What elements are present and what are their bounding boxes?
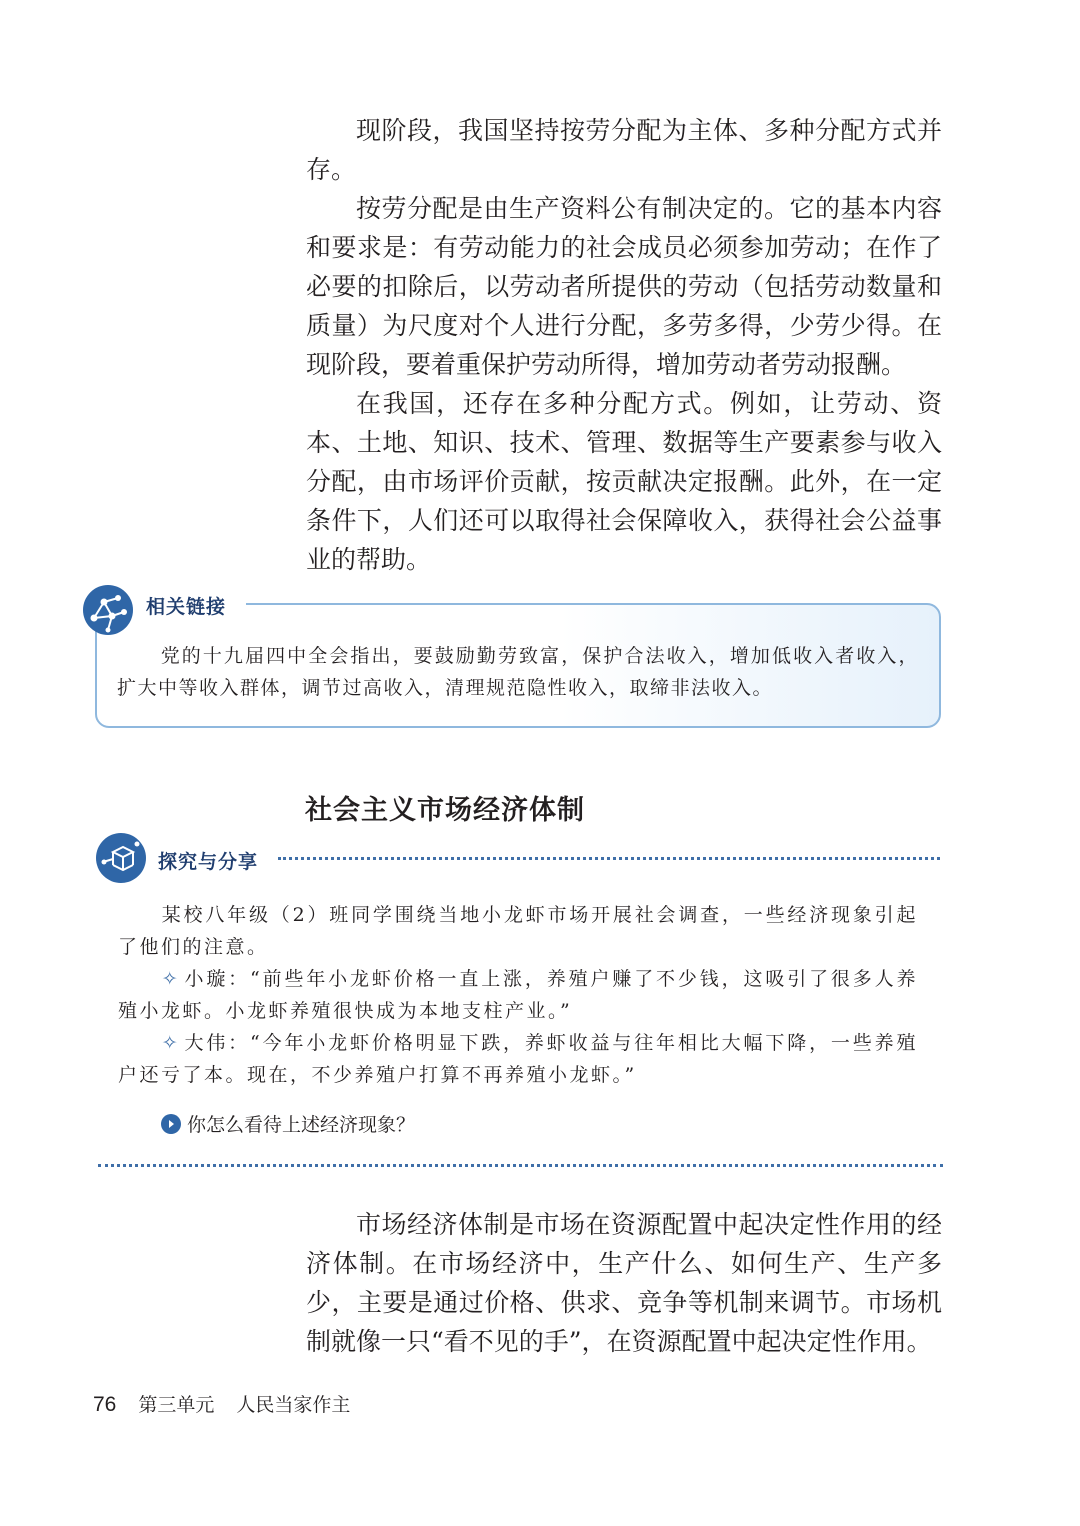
diamond-bullet-icon: ✧ [161, 1032, 181, 1054]
explore-quote-2 [118, 1027, 918, 1091]
paragraph: 现阶段，我国坚持按劳分配为主体、多种分配方式并存。 [306, 116, 942, 184]
explore-quote-1 [118, 963, 918, 1027]
section-heading: 社会主义市场经济体制 [305, 795, 585, 826]
arrow-right-circle-icon [161, 1114, 181, 1134]
paragraph: 按劳分配是由生产资料公有制决定的。它的基本内容和要求是：有劳动能力的社会成员必须参加劳动；在作了必要的扣除后，以劳动者所提供的劳动（包括劳动数量和质量）为尺度对个人进行分配，多劳多得，少劳少得。在现阶段，要着重保护劳动所得，增加劳动者劳动报酬。 [306, 194, 942, 379]
explore-question [161, 1110, 415, 1137]
unit-label: 第三单元 [138, 1394, 215, 1416]
page-footer [93, 1390, 350, 1417]
page-number: 76 [93, 1393, 117, 1416]
related-link-paragraph: 党的十九届四中全会指出，要鼓励勤劳致富，保护合法收入，增加低收入者收入，扩大中等收入群体，调节过高收入，清理规范隐性收入，取缔非法收入。 [117, 645, 919, 699]
unit-title: 人民当家作主 [236, 1394, 351, 1416]
main-text-top [306, 111, 942, 579]
network-globe-icon [82, 584, 134, 636]
related-link-header-rule [246, 603, 896, 605]
related-link-title: 相关链接 [146, 596, 227, 618]
explore-share-title: 探究与分享 [158, 851, 259, 873]
quote-text: 大伟：“今年小龙虾价格明显下跌，养虾收益与往年相比大幅下降，一些养殖户还亏了本。现在，不少养殖户打算不再养殖小龙虾。” [118, 1032, 918, 1086]
explore-share-text [118, 899, 918, 1091]
explore-intro: 某校八年级（2）班同学围绕当地小龙虾市场开展社会调查，一些经济现象引起了他们的注意。 [118, 904, 918, 958]
diamond-bullet-icon: ✧ [161, 968, 181, 990]
explore-top-divider [278, 857, 940, 860]
question-text: 你怎么看待上述经济现象？ [187, 1114, 416, 1136]
related-link-text [117, 640, 919, 704]
quote-text: 小璇：“前些年小龙虾价格一直上涨，养殖户赚了不少钱，这吸引了很多人养殖小龙虾。小龙虾养殖很快成为本地支柱产业。” [118, 968, 918, 1022]
explore-bottom-divider [98, 1164, 943, 1167]
main-text-bottom [306, 1205, 942, 1361]
paragraph: 在我国，还存在多种分配方式。例如，让劳动、资本、土地、知识、技术、管理、数据等生产要素参与收入分配，由市场评价贡献，按贡献决定报酬。此外，在一定条件下，人们还可以取得社会保障收入，获得社会公益事业的帮助。 [306, 389, 942, 574]
cube-globe-icon [95, 832, 147, 884]
paragraph: 市场经济体制是市场在资源配置中起决定性作用的经济体制。在市场经济中，生产什么、如何生产、生产多少，主要是通过价格、供求、竞争等机制来调节。市场机制就像一只“看不见的手”，在资源配置中起决定性作用。 [306, 1210, 942, 1356]
